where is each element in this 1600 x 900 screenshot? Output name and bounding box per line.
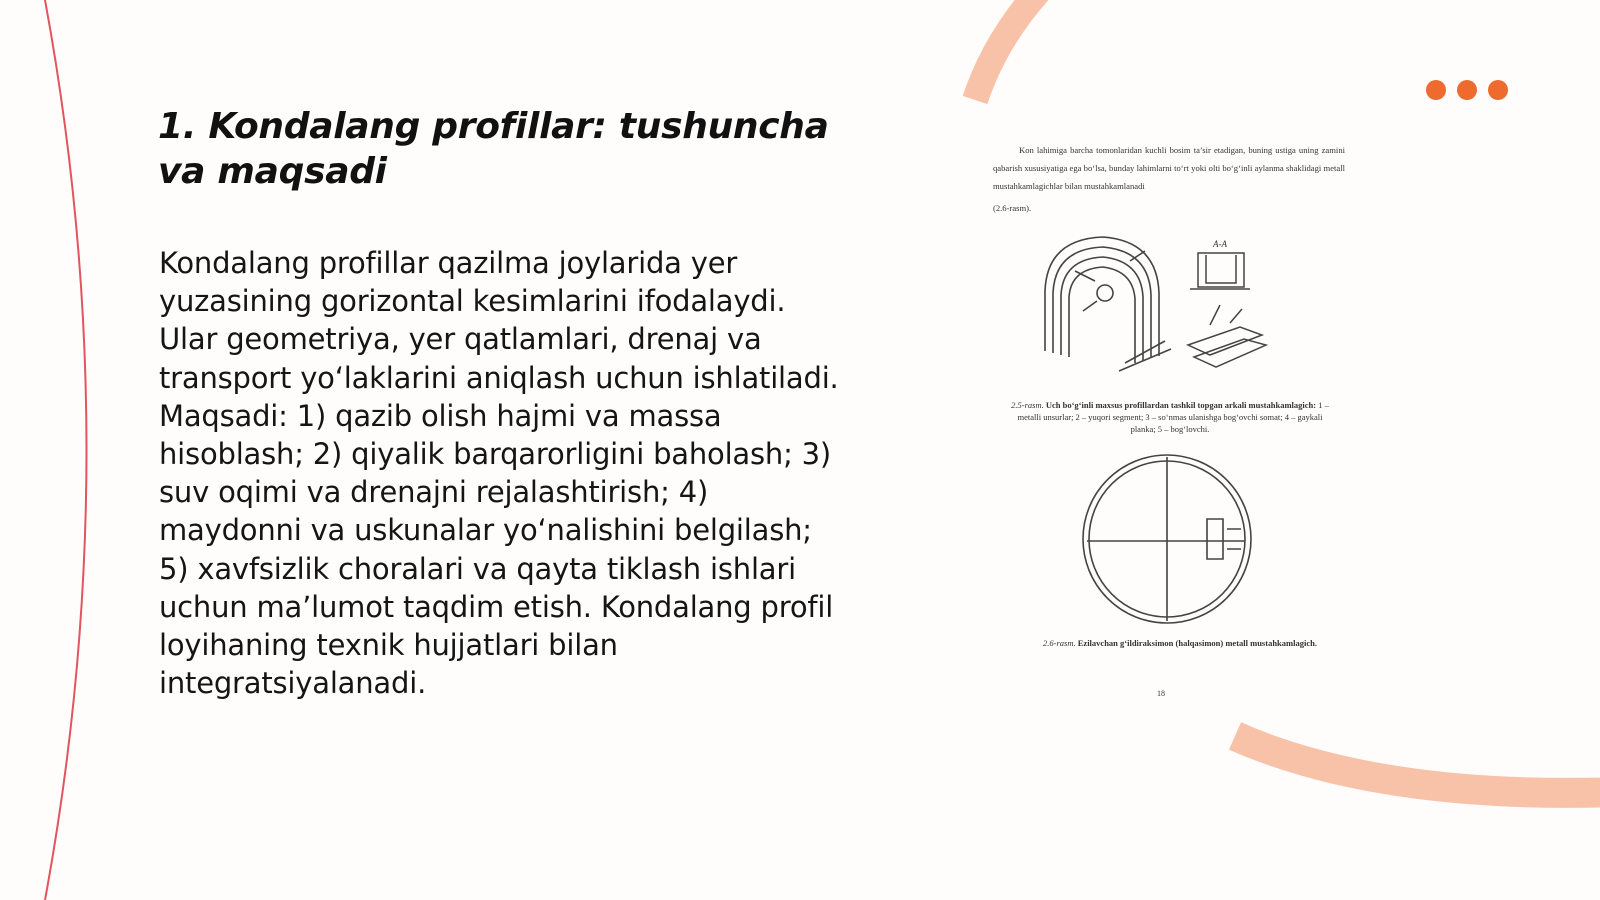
dot-icon: [1488, 80, 1508, 100]
doc-figure-reference: (2.6-rasm).: [993, 203, 1032, 213]
caption2-bold: Ezilavchan g‘ildiraksimon (halqasimon) metall mustahkamlagich.: [1077, 638, 1317, 648]
ring-support-drawing: [1077, 449, 1257, 629]
fig1-label: A-A: [1213, 239, 1227, 249]
slide-title: 1. Kondalang profillar: tushuncha va maqsadi: [158, 106, 829, 192]
top-orange-arc: [975, 0, 1040, 100]
doc-intro-text: Kon lahimiga barcha tomonlaridan kuchli bosim ta’sir etadigan, buning ustiga uning zamini qabarish xususiyatiga ega bo‘lsa, bunday lahimlarni to‘rt yoki olti bo‘g‘inli aylanma shaklidagi metall mustahkamlagichlar bilan mustahkamlanadi: [993, 145, 1345, 191]
caption1-prefix: 2.5-rasm.: [1011, 400, 1044, 410]
caption1-bold: Uch bo‘g‘inli maxsus profillardan tashkil topgan arkali mustahkamlagich:: [1045, 400, 1317, 410]
caption2-prefix: 2.6-rasm.: [1043, 638, 1076, 648]
figure-caption-2: [1035, 637, 1325, 649]
caption1-rest: 1 – metalli unsurlar; 2 – yuqori segment; 3 – so‘nmas ulanishga bog‘ovchi somat; 4 – gaykali planka; 5 – bog‘lovchi.: [1017, 400, 1329, 434]
left-edge-arc: [45, 0, 87, 900]
document-image: [985, 135, 1355, 710]
dot-icon: [1457, 80, 1477, 100]
page-number: 18: [1157, 689, 1165, 698]
dot-icon: [1426, 80, 1446, 100]
figure-caption-1: [1005, 399, 1335, 435]
bottom-orange-arc: [1235, 736, 1600, 793]
more-options-dots: [1426, 80, 1508, 100]
section-detail-drawing: [1180, 245, 1270, 375]
slide-body-text: Kondalang profillar qazilma joylarida yer yuzasining gorizontal kesimlarini ifodalaydi. Ular geometriya, yer qatlamlari, drenaj va transport yo‘laklarini aniqlash uchun ishlatiladi. Maqsadi: 1) qazib olish hajmi va massa hisoblash; 2) qiyalik barqarorligini baholash; 3) suv oqimi va drenajni rejalashtirish; 4) maydonni va uskunalar yo‘nalishini belgilash; 5) xavfsizlik choralari va qayta tiklash ishlari uchun ma’lumot taqdim etish. Kondalang profil loyihaning texnik hujjatlari bilan integratsiyalanadi.: [159, 246, 839, 701]
arch-support-drawing: [1035, 231, 1175, 381]
